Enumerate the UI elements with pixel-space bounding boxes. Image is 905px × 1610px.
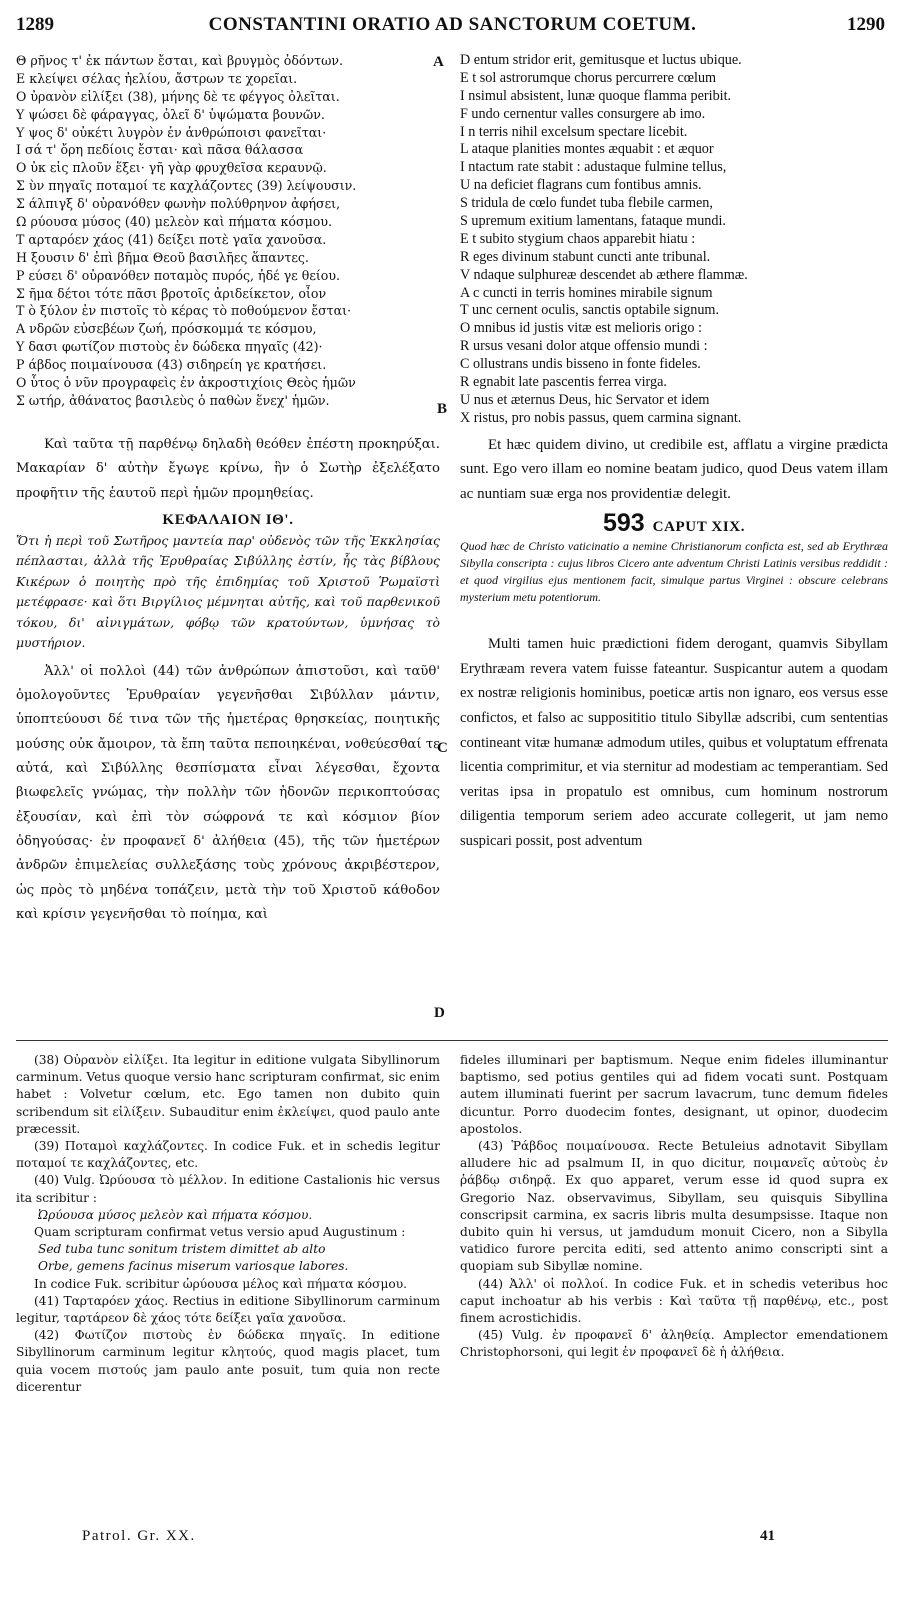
latin-paragraph: Et hæc quidem divino, ut credibile est, afflatu a virgine prædicta sunt. Ego vero illam eo nomine beatam judico, quod Deus vatem illam ac nuntiam suæ erga nos providentiæ delegit. [460, 437, 888, 502]
greek-verse-line: Α νδρῶν εὐσεβέων ζωή, πρόσκομμά τε κόσμου, [16, 321, 317, 337]
notes-separator [16, 1040, 888, 1041]
footer-signature: 41 [760, 1528, 775, 1544]
column-number: 593 [602, 508, 645, 537]
latin-paragraph: Multi tamen huic prædictioni fidem derogant, quamvis Sibyllam Erythræam revera vatem fuisse fateantur. Suspicantur autem a quodam ex nostræ religionis hominibus, poeticæ artis non ignaro, eos versus esse confictos, et falso ac supposititio titulo Sibyllæ adscribi, cum sententias contineant vitæ humanæ admodum utiles, quibus et voluptatum effrenata licentia comprimitur, et via sternitur ad modestiam ac temperantiam. Sed veritas ipsa in propatulo est omnibus, cum hominum nostrorum diligentia temporum seriem adeo accurate collegerit, ut jam nemo suspicari possit, post adventum [460, 636, 888, 850]
latin-verse-line: S tridula de cœlo fundet tuba flebile carmen, [460, 195, 713, 212]
latin-verse-line: R eges divinum stabunt cuncti ante tribunal. [460, 248, 711, 265]
latin-verse-line: D entum stridor erit, gemitusque et luctus ubique. [460, 52, 742, 68]
footnote: (40) Vulg. Ὠρύουσα τὸ μέλλον. In editione Castalionis hic versus ita scribitur : [16, 1173, 440, 1205]
latin-verse-line: T unc cernent oculis, sanctis optabile signum. [460, 302, 719, 319]
greek-verse-line: Τ ὸ ξύλον ἐν πιστοῖς τὸ κέρας τὸ ποθούμενον ἔσται· [16, 303, 352, 319]
greek-paragraph: Καὶ ταῦτα τῇ παρθένῳ δηλαδὴ θεόθεν ἐπέστη προκηρύξαι. Μακαρίαν δ' αὐτὴν ἔγωγε κρίνω, ἣν ὁ Σωτὴρ ἐξελέξατο προφῆτιν τῆς ἑαυτοῦ περὶ ἡμῶν προμηθείας. [16, 437, 440, 501]
latin-verse-line: U nus et æternus Deus, hic Servator et idem [460, 391, 710, 408]
greek-verse-line: Ο ὐκ εἰς πλοῦν ἕξει· γῆ γὰρ φρυχθεῖσα κεραυνῷ. [16, 160, 327, 176]
latin-verse-line: V ndaque sulphureæ descendet ab æthere flammæ. [460, 266, 748, 283]
greek-verse-line: Υ ψώσει δὲ φάραγγας, ὀλεῖ δ' ὑψώματα βουνῶν. [16, 106, 325, 122]
greek-paragraph: Ἀλλ' οἱ πολλοὶ (44) τῶν ἀνθρώπων ἀπιστοῦσι, καὶ ταῦθ' ὁμολογοῦντες Ἐρυθραίαν γεγενῆσθαι Σιβύλλαν μάντιν, ὑποπτεύουσι δέ τινα τῶν τῆς ἡμετέρας θρησκείας, ποιητικῆς μούσης οὐκ ἄμοιρον, τὰ ἔπη ταῦτα πεποιηκέναι, νοθεύεσθαί τε αὐτά, καὶ Σιβύλλης θεσπίσματα εἶναι λέγεσθαι, ἔχοντα βιωφελεῖς γνώμας, τὴν πολλὴν τῶν ἡδονῶν περικοπτούσας ἐξουσίαν, καὶ ἐπὶ τὸν σώφρονά τε καὶ κόσμιον βίον ὁδηγούσας· ἐν προφανεῖ δ' ἀλήθεια (45), τῆς τῶν ἡμετέρων ἀνδρῶν ἐπιμελείας συλλεξάσης τοὺς χρόνους ἀκριβέστερον, ὡς πρὸς τὸ μηδένα τοπάζειν, μετὰ τὴν τοῦ Χριστοῦ κάθοδον καὶ κρίσιν γεγενῆσθαι τὸ ποίημα, καὶ [16, 663, 440, 922]
greek-verse-line: Σ ὺν πηγαῖς ποταμοί τε καχλάζοντες (39) λείψουσιν. [16, 178, 357, 194]
greek-verse-line: Ο ὗτος ὁ νῦν προγραφεὶς ἐν ἀκροστιχίοις Θεὸς ἡμῶν [16, 375, 356, 391]
footnote: (41) Ταρταρόεν χάος. Rectius in editione Sibyllinorum carminum legitur, ταρτάρεον δὲ χάος τότε δείξει γαῖα χανοῦσα. [16, 1293, 440, 1326]
footnote: (45) Vulg. ἐν προφανεῖ δ' ἀληθείᾳ. Amplector emendationem Christophorsoni, qui legit ἐν προφανεῖ δὲ ἡ ἀλήθεια. [460, 1328, 888, 1360]
page-header [0, 10, 905, 40]
margin-marker-a: A [433, 54, 444, 70]
greek-verse-line: Ω ρύουσα μύσος (40) μελεὸν καὶ πήματα κόσμου. [16, 214, 333, 230]
greek-verse-line: Ο ὐρανὸν εἰλίξει (38), μήνης δὲ τε φέγγος ὀλεῖται. [16, 88, 340, 104]
latin-verse-line: A c cuncti in terris homines mirabile signum [460, 284, 713, 301]
footer-volume: Patrol. Gr. XX. [82, 1528, 196, 1544]
greek-text-column [16, 433, 440, 927]
greek-acrostic-verses [16, 52, 440, 410]
latin-verse-line: R egnabit late pascentis ferrea virga. [460, 374, 667, 391]
footnote: Orbe, gemens facinus miserum variosque labores. [38, 1259, 349, 1274]
latin-verse-line: L ataque planities montes æquabit : et æquor [460, 141, 714, 158]
latin-chapter-title-line [460, 509, 888, 538]
latin-verse-line: I n terris nihil excelsum spectare licebit. [460, 123, 688, 140]
footnotes-right [460, 1052, 888, 1362]
footnote: (42) Φωτίζον πιστοὺς ἐν δώδεκα πηγαῖς. In editione Sibyllinorum carminum legitur κλητούς, quod magis placet, tum quia vocem πιστούς jam paulo ante posuit, tum quia non recte dicerentur [16, 1328, 440, 1394]
latin-verse-line: I ntactum rate stabit : adustaque fulmine tellus, [460, 159, 727, 176]
footnotes-left [16, 1052, 440, 1396]
greek-verse-line: Υ δασι φωτίζον πιστοὺς ἐν δώδεκα πηγαῖς (42)· [16, 339, 323, 355]
margin-marker-c: C [437, 740, 448, 756]
latin-verse-line: X ristus, pro nobis passus, quem carmina signant. [460, 409, 742, 426]
greek-verse-line: Σ ῆμα δέτοι τότε πᾶσι βροτοῖς ἀριδείκετον, οἶον [16, 285, 327, 301]
latin-verse-line: F undo cernentur valles consurgere ab imo. [460, 105, 706, 122]
greek-verse-line: Ι σά τ' ὄρη πεδίοις ἔσται· καὶ πᾶσα θάλασσα [16, 142, 304, 158]
latin-verse-line: E t subito stygium chaos apparebit hiatu : [460, 230, 696, 247]
greek-verse-line: Σ άλπιγξ δ' οὐρανόθεν φωνὴν πολύθρηνον ἀφήσει, [16, 196, 341, 212]
footnote: Sed tuba tunc sonitum tristem dimittet ab alto [38, 1242, 326, 1257]
latin-text-column [460, 433, 888, 854]
greek-verse-line: Υ ψος δ' οὐκέτι λυγρὸν ἐν ἀνθρώποισι φανεῖται· [16, 124, 327, 140]
page-number-left: 1289 [16, 14, 54, 35]
latin-verse-line: U na deficiet flagrans cum fontibus amnis. [460, 177, 702, 194]
greek-chapter-heading: Ὅτι ἡ περὶ τοῦ Σωτῆρος μαντεία παρ' οὐδενὸς τῶν τῆς Ἐκκλησίας πέπλασται, ἀλλὰ τῆς Ἐρυθραίας Σιβύλλης ἐστίν, ἧς τὰς βίβλους Κικέρων ὁ ποιητὴς πρὸ τῆς ἐπιδημίας τοῦ Χριστοῦ Ῥωμαϊστὶ μετέφρασε· καὶ ὅτι Βιργίλιος μέμνηται αὐτῆς, καὶ τοῦ παρθενικοῦ τόκου, δι' αἰνιγμάτων, φόβῳ τῶν κρατούντων, ὑμνήσας τὸ μυστήριον. [16, 532, 440, 651]
latin-chapter-title: CAPUT XIX. [652, 518, 746, 535]
greek-verse-line: Ρ εύσει δ' οὐρανόθεν ποταμὸς πυρός, ἠδέ γε θείου. [16, 267, 341, 283]
footnote: fideles illuminari per baptismum. Neque enim fideles illuminantur baptismo, sed potius gentiles qui ad fidem vocati sunt. Postquam autem illuminati fuerint per sacrum lavacrum, tunc demum fideles dicuntur. Porro duodecim fontes, designant, ut opinor, duodecim apostolos. [460, 1053, 888, 1136]
footnote: (38) Οὐρανὸν εἰλίξει. Ita legitur in editione vulgata Sibyllinorum carminum. Vetus quoque versio hanc scripturam confirmat, sic enim habet : Volvetur cœlum, etc. Ego tamen non dubito quin scribendum sit εἰλίξειν. Subauditur enim ἐκλείψει, quod paulo ante præcessit. [16, 1053, 440, 1136]
latin-verse-line: C ollustrans undis bisseno in fonte fideles. [460, 356, 701, 373]
footnote: Ὠρύουσα μύσος μελεὸν καὶ πήματα κόσμου. [38, 1207, 313, 1222]
greek-verse-line: Η ξουσιν δ' ἐπὶ βῆμα Θεοῦ βασιλῆες ἅπαντες. [16, 249, 309, 265]
greek-chapter-title: ΚΕΦΑΛΑΙΟΝ ΙΘ'. [162, 511, 294, 528]
latin-verse-line: O mnibus id justis vitæ est melioris origo : [460, 320, 702, 337]
latin-chapter-heading: Quod hæc de Christo vaticinatio a nemine Christianorum conficta est, sed ab Erythræa Sibylla conscripta : cujus libros Cicero ante adventum Christi Latinis versibus reddidit : et quod virgilius ejus mentionem facit, simulque partus Virginei : obscure celebrans mysterium metu potentiorum. [460, 538, 888, 605]
greek-verse-line: Θ ρῆνος τ' ἐκ πάντων ἔσται, καὶ βρυγμὸς ὀδόντων. [16, 53, 344, 68]
greek-verse-line: Τ αρταρόεν χάος (41) δείξει ποτὲ γαῖα χανοῦσα. [16, 231, 327, 247]
latin-verse-line: I nsimul absistent, lunæ quoque flamma peribit. [460, 87, 732, 104]
margin-marker-b: B [437, 401, 448, 417]
running-title: CONSTANTINI ORATIO AD SANCTORUM COETUM. [208, 14, 697, 35]
latin-acrostic-verses [460, 52, 888, 428]
latin-verse-line: S upremum exitium lamentans, fataque mundi. [460, 213, 726, 230]
footnote: Quam scripturam confirmat vetus versio apud Augustinum : [34, 1225, 406, 1240]
latin-verse-line: E t sol astrorumque chorus percurrere cœlum [460, 69, 717, 86]
greek-verse-line: Ρ άβδος ποιμαίνουσα (43) σιδηρείη γε κρατήσει. [16, 357, 327, 373]
footnote: (43) Ῥάβδος ποιμαίνουσα. Recte Betuleius adnotavit Sibyllam alludere hic ad psalmum II, in quo dicitur, ποιμανεῖς αὐτοὺς ἐν ῥάβδῳ σιδηρᾷ. Ex quo apparet, verum esse id quod supra ex Gregorio Naz. observavimus, Sibyllam, seu quisquis Sibyllina conscripsit carmina, ex sacris libris multa desumpsisse. Itaque non dubito quin hi versus, ut jamdudum monuit Cicero, non a Sibylla vatidico furore percita editi, sed attento animo conscripti sint a quopiam sub Sibyllæ nomine. [460, 1139, 888, 1274]
footnote: In codice Fuk. scribitur ὠρύουσα μέλος καὶ πήματα κόσμου. [34, 1276, 408, 1291]
page-number-right: 1290 [847, 14, 885, 35]
latin-verse-line: R ursus vesani dolor atque offensio mundi : [460, 338, 708, 355]
greek-verse-line: Σ ωτήρ, ἀθάνατος βασιλεὺς ὁ παθὼν ἕνεχ' ἡμῶν. [16, 392, 330, 408]
margin-marker-d: D [434, 1005, 445, 1021]
greek-verse-line: Ε κλείψει σέλας ἠελίου, ἄστρων τε χορεῖαι. [16, 70, 298, 86]
footnote: (44) Ἀλλ' οἱ πολλοί. In codice Fuk. et in schedis veteribus hoc caput inchoatur ab his verbis : Καὶ ταῦτα τῇ παρθένῳ, etc., post finem acrostichidis. [460, 1276, 888, 1326]
footnote: (39) Ποταμοὶ καχλάζοντες. In codice Fuk. et in schedis legitur ποταμοί τε καχλάζοντες, etc. [16, 1139, 440, 1171]
